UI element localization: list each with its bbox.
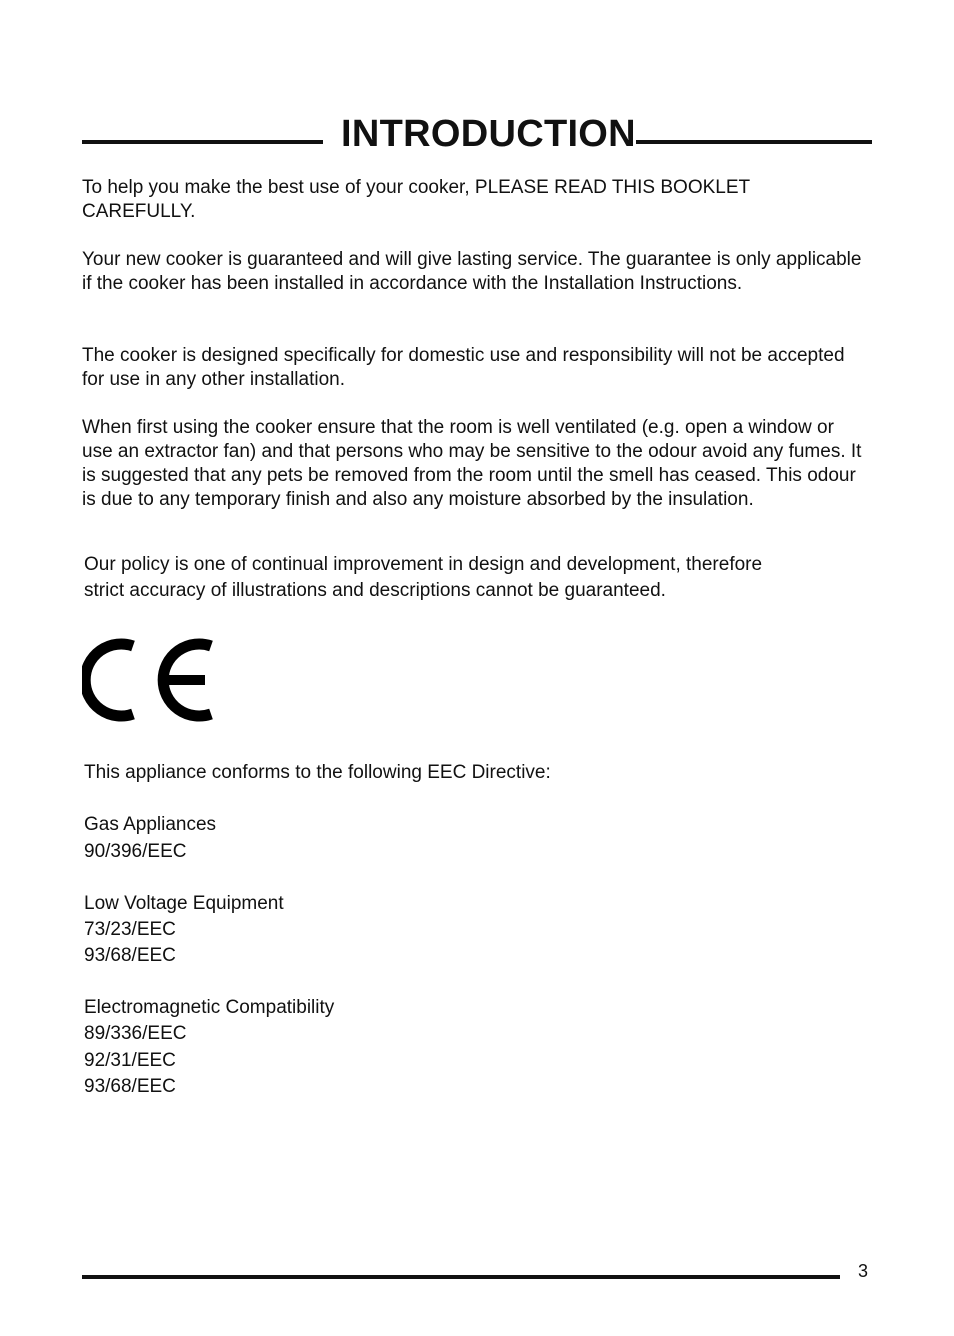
intro-paragraph-ventilation: When first using the cooker ensure that the room is well ventilated (e.g. open a window or use an extractor fan) and that persons who may be sensitive to the odour avoid any fumes. It is suggested that any pets be removed from the room until the smell has ceased. This odour is due to any temporary finish and also any moisture absorbed by the insulation. [82,417,862,510]
header-rule-right [636,140,872,144]
policy-statement: Our policy is one of continual improvement in design and development, therefore strict accuracy of illustrations and descriptions cannot be guaranteed. [84,554,763,601]
directive-emc-code: 93/68/EEC [84,1076,176,1097]
ce-mark-icon [82,634,216,726]
page-title: INTRODUCTION [341,113,636,155]
directive-low-voltage-code: 93/68/EEC [84,945,176,966]
directive-low-voltage-title: Low Voltage Equipment [84,893,284,914]
intro-paragraph-read-booklet: To help you make the best use of your cooker, PLEASE READ THIS BOOKLET CAREFULLY. [82,177,750,222]
directive-emc-title: Electromagnetic Compatibility [84,997,335,1018]
header-rule-left [82,140,323,144]
directive-emc-code: 89/336/EEC [84,1023,187,1044]
intro-paragraph-guarantee: Your new cooker is guaranteed and will give lasting service. The guarantee is only applicable if the cooker has been installed in accordance with the Installation Instructions. [82,249,862,294]
directive-intro: This appliance conforms to the following EEC Directive: [84,762,551,783]
directive-low-voltage-code: 73/23/EEC [84,919,176,940]
intro-paragraph-domestic-use: The cooker is designed specifically for domestic use and responsibility will not be accepted for use in any other installation. [82,345,845,390]
footer-rule [82,1275,840,1279]
directive-gas-code: 90/396/EEC [84,841,187,862]
directive-emc-code: 92/31/EEC [84,1050,176,1071]
section-header [82,110,872,158]
directive-gas-title: Gas Appliances [84,814,217,835]
page-number: 3 [858,1261,869,1281]
